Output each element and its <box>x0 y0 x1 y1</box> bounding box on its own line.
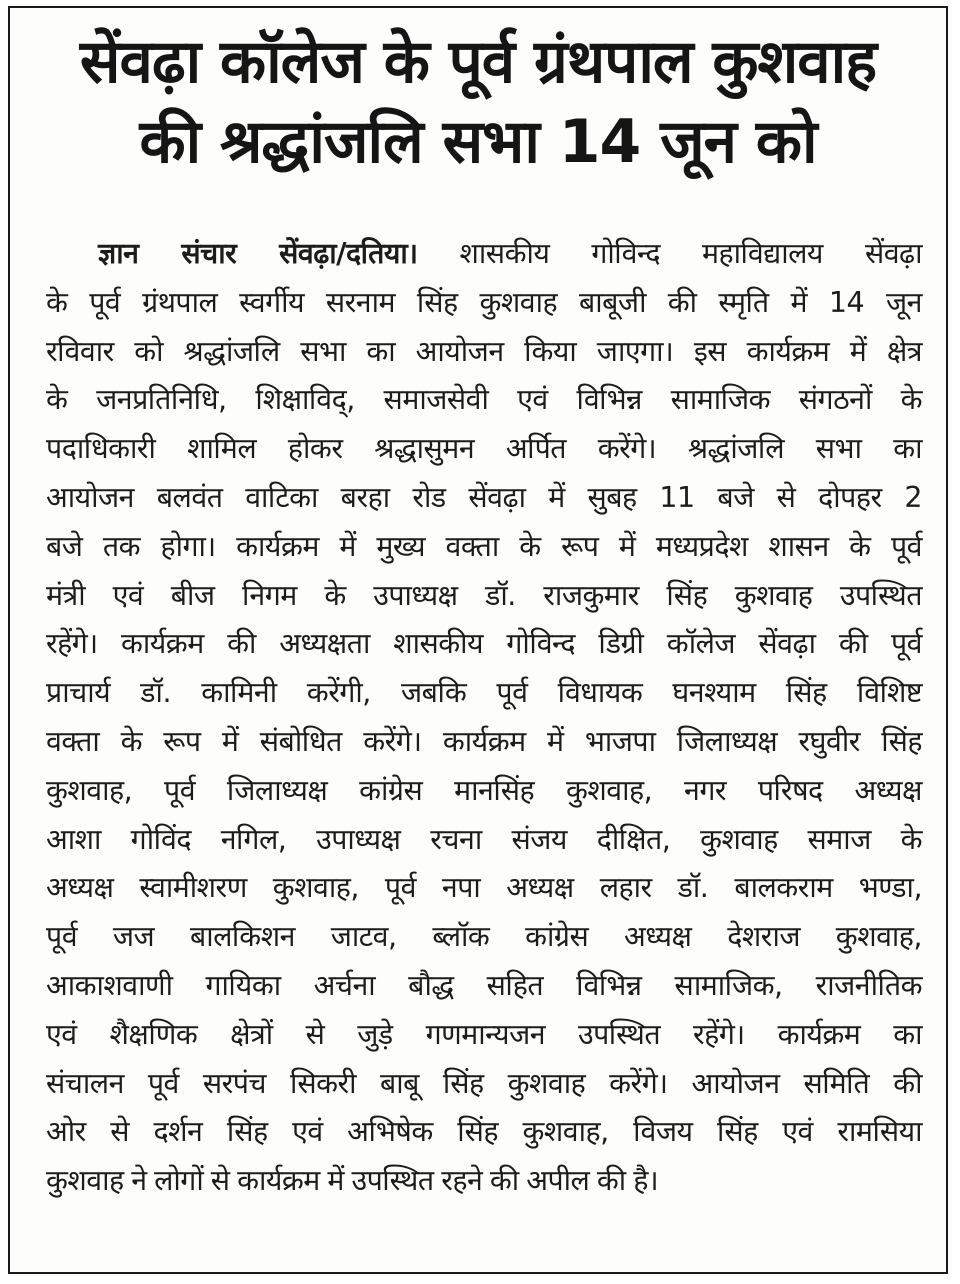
article-line: ओर से दर्शन सिंह एवं अभिषेक सिंह कुशवाह, विजय सिंह एवं रामसिया <box>46 1115 922 1149</box>
article-body <box>46 230 922 1206</box>
article-line: कुशवाह, पूर्व जिलाध्यक्ष कांग्रेस मानसिंह कुशवाह, नगर परिषद अध्यक्ष <box>46 773 922 807</box>
article-line: बजे तक होगा। कार्यक्रम में मुख्य वक्ता के रूप में मध्यप्रदेश शासन के पूर्व <box>46 529 922 563</box>
article-line: मंत्री एवं बीज निगम के उपाध्यक्ष डॉ. राजकुमार सिंह कुशवाह उपस्थित <box>46 578 922 612</box>
article-line: पदाधिकारी शामिल होकर श्रद्धासुमन अर्पित करेंगे। श्रद्धांजलि सभा का <box>46 432 922 466</box>
article-line: आकाशवाणी गायिका अर्चना बौद्ध सहित विभिन्न सामाजिक, राजनीतिक <box>46 968 922 1002</box>
newspaper-clipping <box>8 6 948 1274</box>
headline-line-1: सेंवढ़ा कॉलेज के पूर्व ग्रंथपाल कुशवाह <box>79 27 877 97</box>
article-line: रहेंगे। कार्यक्रम की अध्यक्षता शासकीय गोविन्द डिग्री कॉलेज सेंवढ़ा की पूर्व <box>46 627 922 661</box>
article-line: वक्ता के रूप में संबोधित करेंगे। कार्यक्रम में भाजपा जिलाध्यक्ष रघुवीर सिंह <box>46 724 922 758</box>
article-line: के जनप्रतिनिधि, शिक्षाविद्, समाजसेवी एवं विभिन्न सामाजिक संगठनों के <box>46 383 922 417</box>
dateline: ज्ञान संचार सेंवढ़ा/दतिया। <box>98 237 418 270</box>
article-line: रविवार को श्रद्धांजलि सभा का आयोजन किया जाएगा। इस कार्यक्रम में क्षेत्र <box>46 334 922 368</box>
article-line: संचालन पूर्व सरपंच सिकरी बाबू सिंह कुशवाह करेंगे। आयोजन समिति की <box>46 1066 922 1100</box>
article-line-text: शासकीय गोविन्द महाविद्यालय सेंवढ़ा <box>417 237 922 270</box>
headline <box>30 22 926 182</box>
article-line: कुशवाह ने लोगों से कार्यक्रम में उपस्थित रहने की अपील की है। <box>46 1164 659 1198</box>
article-line <box>46 230 922 279</box>
article-line: आयोजन बलवंत वाटिका बरहा रोड सेंवढ़ा में सुबह 11 बजे से दोपहर 2 <box>46 480 922 514</box>
article-line: अध्यक्ष स्वामीशरण कुशवाह, पूर्व नपा अध्यक्ष लहार डॉ. बालकराम भण्डा, <box>46 871 922 905</box>
article-line: के पूर्व ग्रंथपाल स्वर्गीय सरनाम सिंह कुशवाह बाबूजी की स्मृति में 14 जून <box>46 285 922 319</box>
article-line: प्राचार्य डॉ. कामिनी करेंगी, जबकि पूर्व विधायक घनश्याम सिंह विशिष्ट <box>46 676 922 710</box>
headline-line-2: की श्रद्धांजलि सभा 14 जून को <box>139 107 817 177</box>
article-line: पूर्व जज बालकिशन जाटव, ब्लॉक कांग्रेस अध्यक्ष देशराज कुशवाह, <box>46 920 922 954</box>
article-line: एवं शैक्षणिक क्षेत्रों से जुड़े गणमान्यजन उपस्थित रहेंगे। कार्यक्रम का <box>46 1017 922 1051</box>
article-line: आशा गोविंद नगिल, उपाध्यक्ष रचना संजय दीक्षित, कुशवाह समाज के <box>46 822 922 856</box>
